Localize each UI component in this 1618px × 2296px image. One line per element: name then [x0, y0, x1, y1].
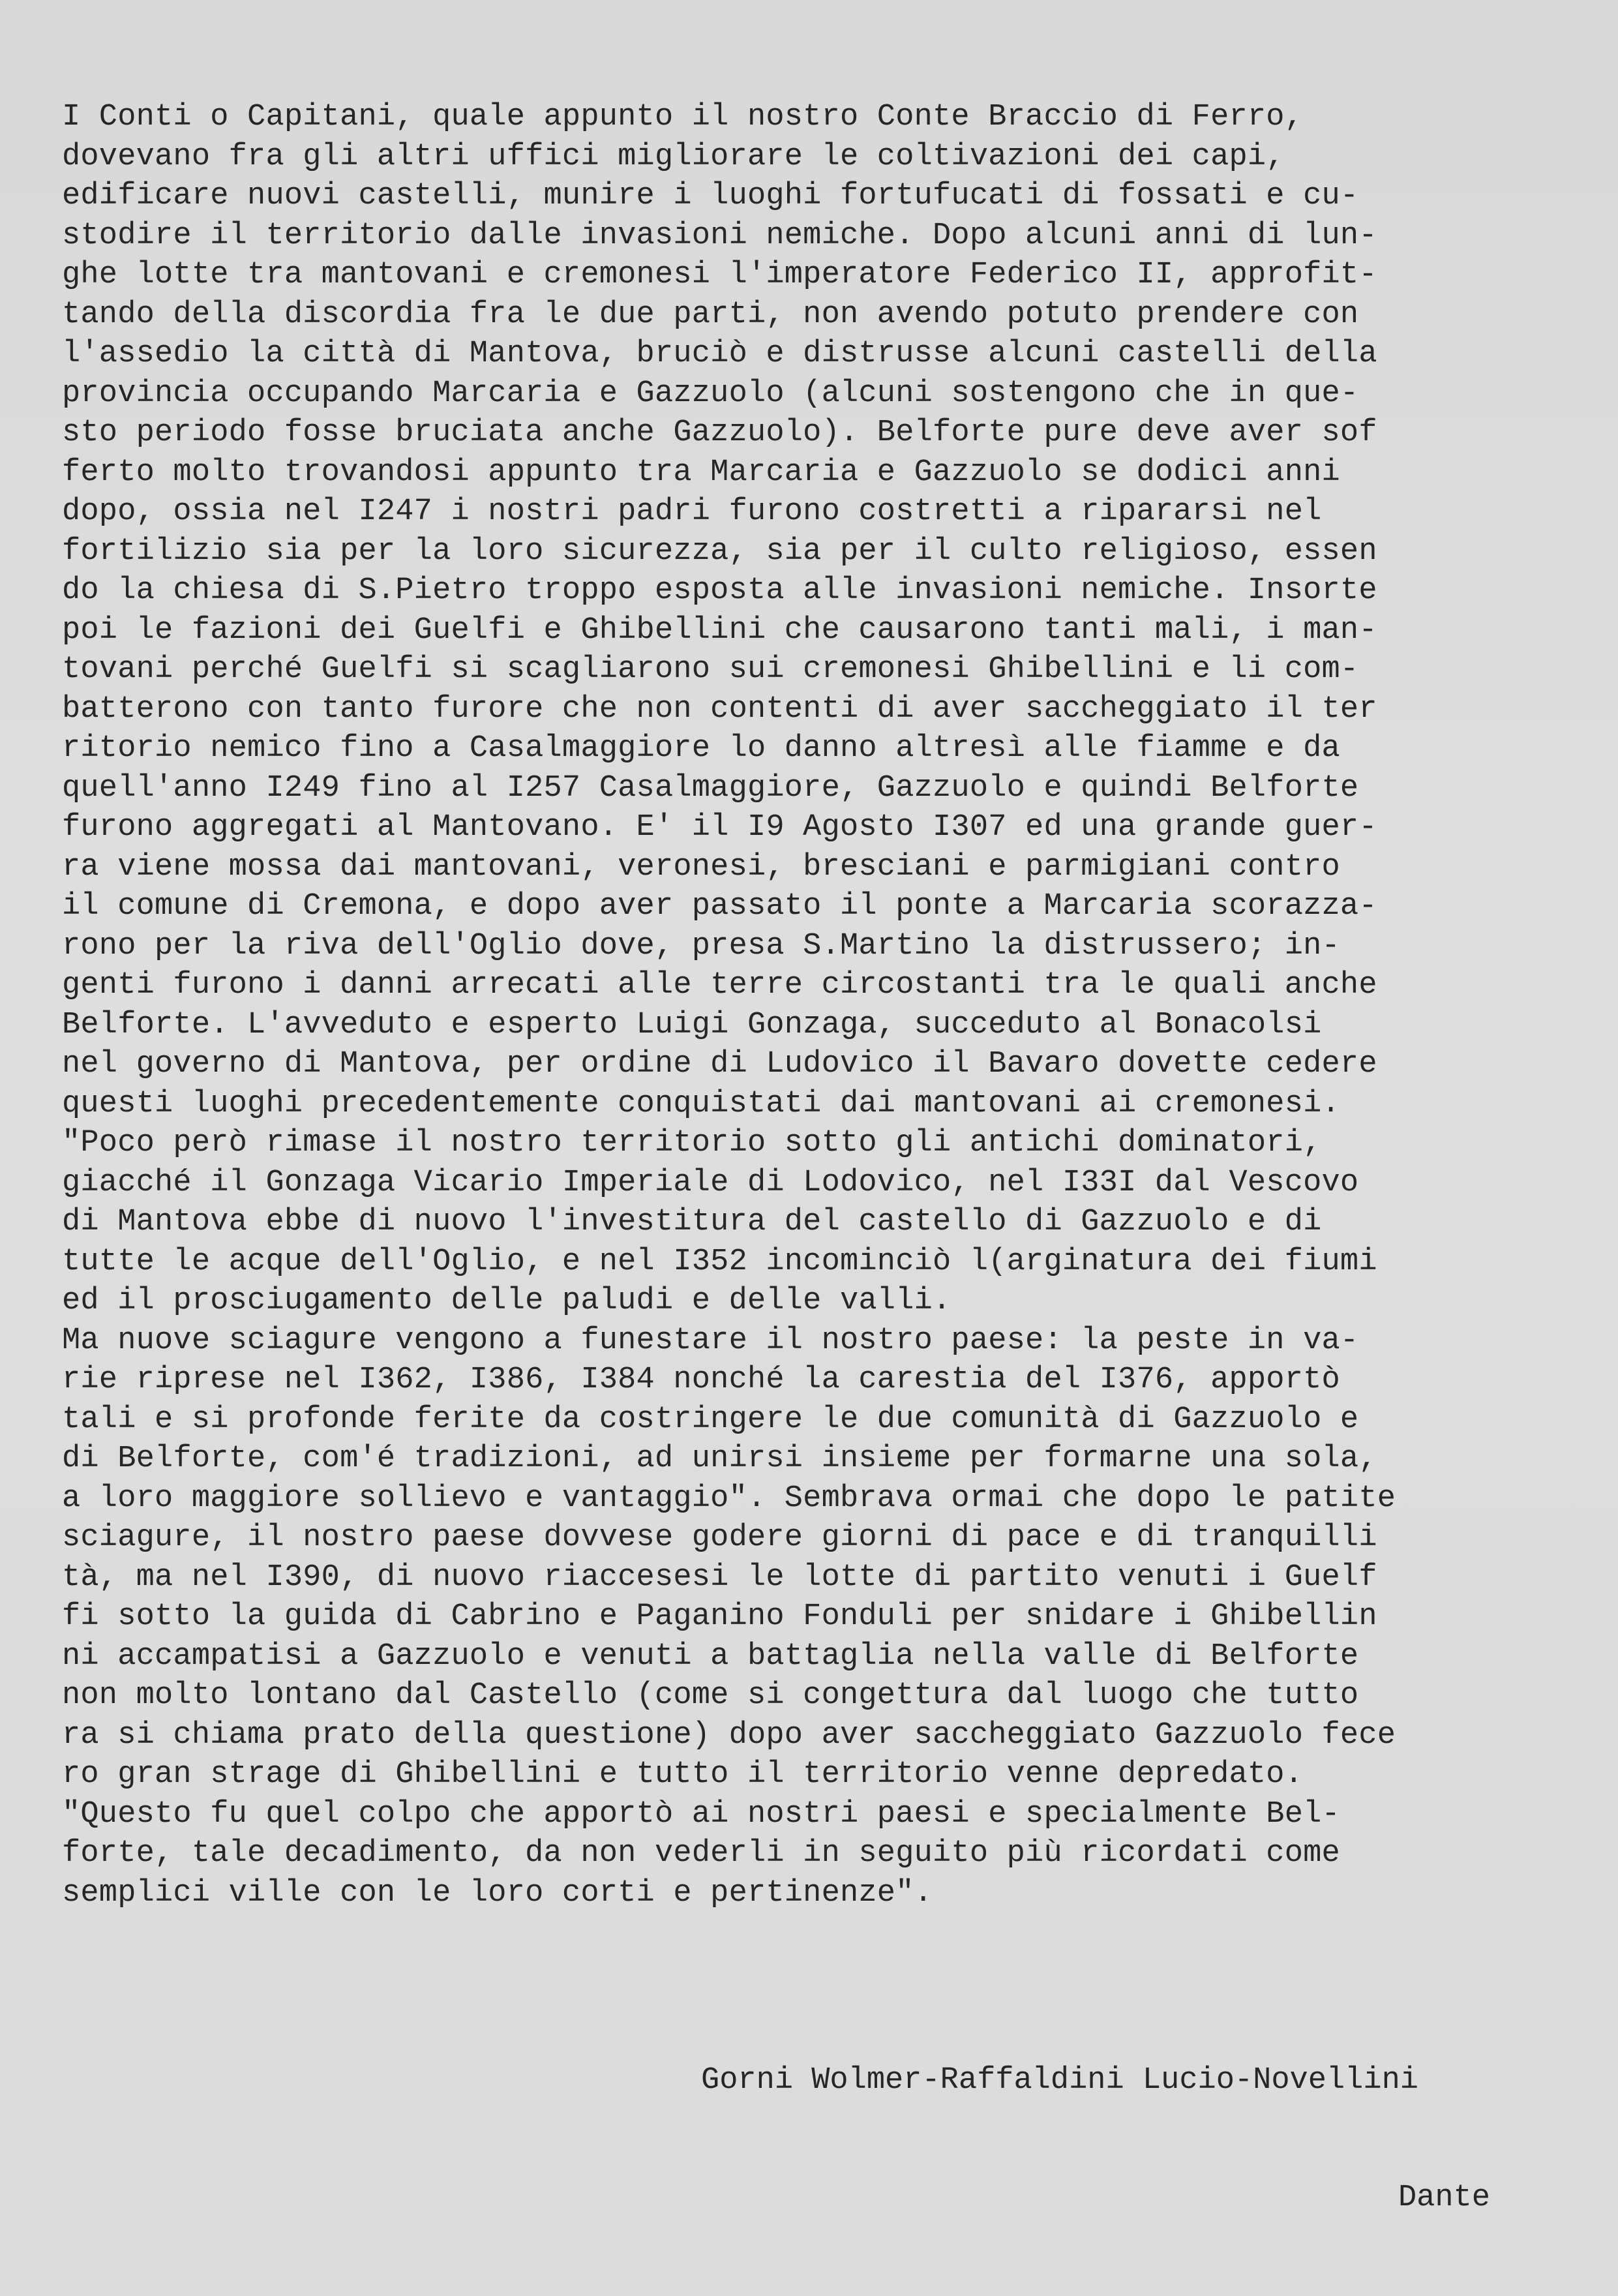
text-line: "Poco però rimase il nostro territorio sotto gli antichi dominatori,	[62, 1126, 1322, 1160]
text-line: sciagure, il nostro paese dovvese godere giorni di pace e di tranquilli	[62, 1520, 1377, 1555]
text-line: semplici ville con le loro corti e pertinenze".	[62, 1875, 933, 1911]
text-line: poi le fazioni dei Guelfi e Ghibellini che causarono tanti mali, i man-	[62, 612, 1377, 648]
text-line: I Conti o Capitani, quale appunto il nostro Conte Braccio di Ferro,	[62, 100, 1304, 134]
text-line: di Belforte, com'é tradizioni, ad unirsi insieme per formarne una sola,	[62, 1442, 1377, 1476]
text-line: ra si chiama prato della questione) dopo aver saccheggiato Gazzuolo fece	[62, 1717, 1396, 1753]
text-line: ro gran strage di Ghibellini e tutto il territorio venne depredato.	[62, 1757, 1304, 1792]
text-line: Belforte. L'avveduto e esperto Luigi Gonzaga, succeduto al Bonacolsi	[62, 1007, 1322, 1042]
text-line: genti furono i danni arrecati alle terre circostanti tra le quali anche	[62, 968, 1377, 1003]
text-line: ed il prosciugamento delle paludi e delle valli.	[62, 1284, 951, 1318]
text-line: do la chiesa di S.Pietro troppo esposta alle invasioni nemiche. Insorte	[62, 573, 1377, 608]
text-line: ritorio nemico fino a Casalmaggiore lo danno altresì alle fiamme e da	[62, 731, 1340, 766]
text-line: giacché il Gonzaga Vicario Imperiale di Lodovico, nel I33I dal Vescovo	[62, 1165, 1359, 1200]
text-line: quell'anno I249 fino al I257 Casalmaggiore, Gazzuolo e quindi Belforte	[62, 770, 1359, 806]
signature-line-1: Gorni Wolmer-Raffaldini Lucio-Novellini	[701, 2063, 1418, 2098]
text-line: il comune di Cremona, e dopo aver passato il ponte a Marcaria scorazza-	[62, 889, 1377, 924]
signature-block	[701, 1983, 1568, 2296]
text-line: nel governo di Mantova, per ordine di Ludovico il Bavaro dovette cedere	[62, 1047, 1377, 1081]
text-line: tovani perché Guelfi si scagliarono sui cremonesi Ghibellini e li com-	[62, 652, 1359, 687]
text-line: furono aggregati al Mantovano. E' il I9 Agosto I307 ed una grande guer-	[62, 810, 1377, 845]
text-line: batterono con tanto furore che non contenti di aver saccheggiato il ter	[62, 691, 1377, 727]
text-line: tali e si profonde ferite da costringere le due comunità di Gazzuolo e	[62, 1402, 1359, 1437]
text-line: rono per la riva dell'Oglio dove, presa S.Martino la distrussero; in-	[62, 928, 1340, 963]
text-line: "Questo fu quel colpo che apportò ai nostri paesi e specialmente Bel-	[62, 1796, 1340, 1832]
body-text	[62, 98, 1588, 1913]
signature-line-2: Dante	[1398, 2181, 1490, 2215]
text-line: stodire il territorio dalle invasioni nemiche. Dopo alcuni anni di lun-	[62, 218, 1377, 253]
text-line: dovevano fra gli altri uffici migliorare le coltivazioni dei capi,	[62, 139, 1285, 174]
text-line: edificare nuovi castelli, munire i luoghi fortufucati di fossati e cu-	[62, 179, 1359, 213]
text-line: tutte le acque dell'Oglio, e nel I352 incominciò l(arginatura dei fiumi	[62, 1244, 1377, 1279]
text-line: non molto lontano dal Castello (come si congettura dal luogo che tutto	[62, 1678, 1359, 1713]
text-line: a loro maggiore sollievo e vantaggio". Sembrava ormai che dopo le patite	[62, 1481, 1396, 1516]
text-line: fortilizio sia per la loro sicurezza, sia per il culto religioso, essen	[62, 534, 1377, 569]
text-line: l'assedio la città di Mantova, bruciò e distrusse alcuni castelli della	[62, 337, 1377, 371]
text-line: rie riprese nel I362, I386, I384 nonché la carestia del I376, apportò	[62, 1363, 1340, 1397]
text-line: questi luoghi precedentemente conquistati dai mantovani ai cremonesi.	[62, 1086, 1340, 1121]
text-line: fi sotto la guida di Cabrino e Paganino Fonduli per snidare i Ghibellin	[62, 1599, 1377, 1634]
text-line: sto periodo fosse bruciata anche Gazzuolo). Belforte pure deve aver sof	[62, 415, 1377, 450]
text-line: ghe lotte tra mantovani e cremonesi l'imperatore Federico II, approfit-	[62, 258, 1377, 292]
text-line: ra viene mossa dai mantovani, veronesi, bresciani e parmigiani contro	[62, 849, 1340, 884]
text-line: di Mantova ebbe di nuovo l'investitura del castello di Gazzuolo e di	[62, 1205, 1322, 1239]
text-line: provincia occupando Marcaria e Gazzuolo (alcuni sostengono che in que-	[62, 376, 1359, 411]
text-line: ni accampatisi a Gazzuolo e venuti a battaglia nella valle di Belforte	[62, 1639, 1359, 1674]
text-line: forte, tale decadimento, da non vederli in seguito più ricordati come	[62, 1836, 1340, 1871]
text-line: dopo, ossia nel I247 i nostri padri furono costretti a ripararsi nel	[62, 494, 1322, 529]
text-line: ferto molto trovandosi appunto tra Marcaria e Gazzuolo se dodici anni	[62, 455, 1340, 490]
text-line: Ma nuove sciagure vengono a funestare il nostro paese: la peste in va-	[62, 1323, 1359, 1358]
text-line: tando della discordia fra le due parti, non avendo potuto prendere con	[62, 297, 1359, 332]
text-line: tà, ma nel I390, di nuovo riaccesesi le lotte di partito venuti i Guelf	[62, 1560, 1377, 1595]
